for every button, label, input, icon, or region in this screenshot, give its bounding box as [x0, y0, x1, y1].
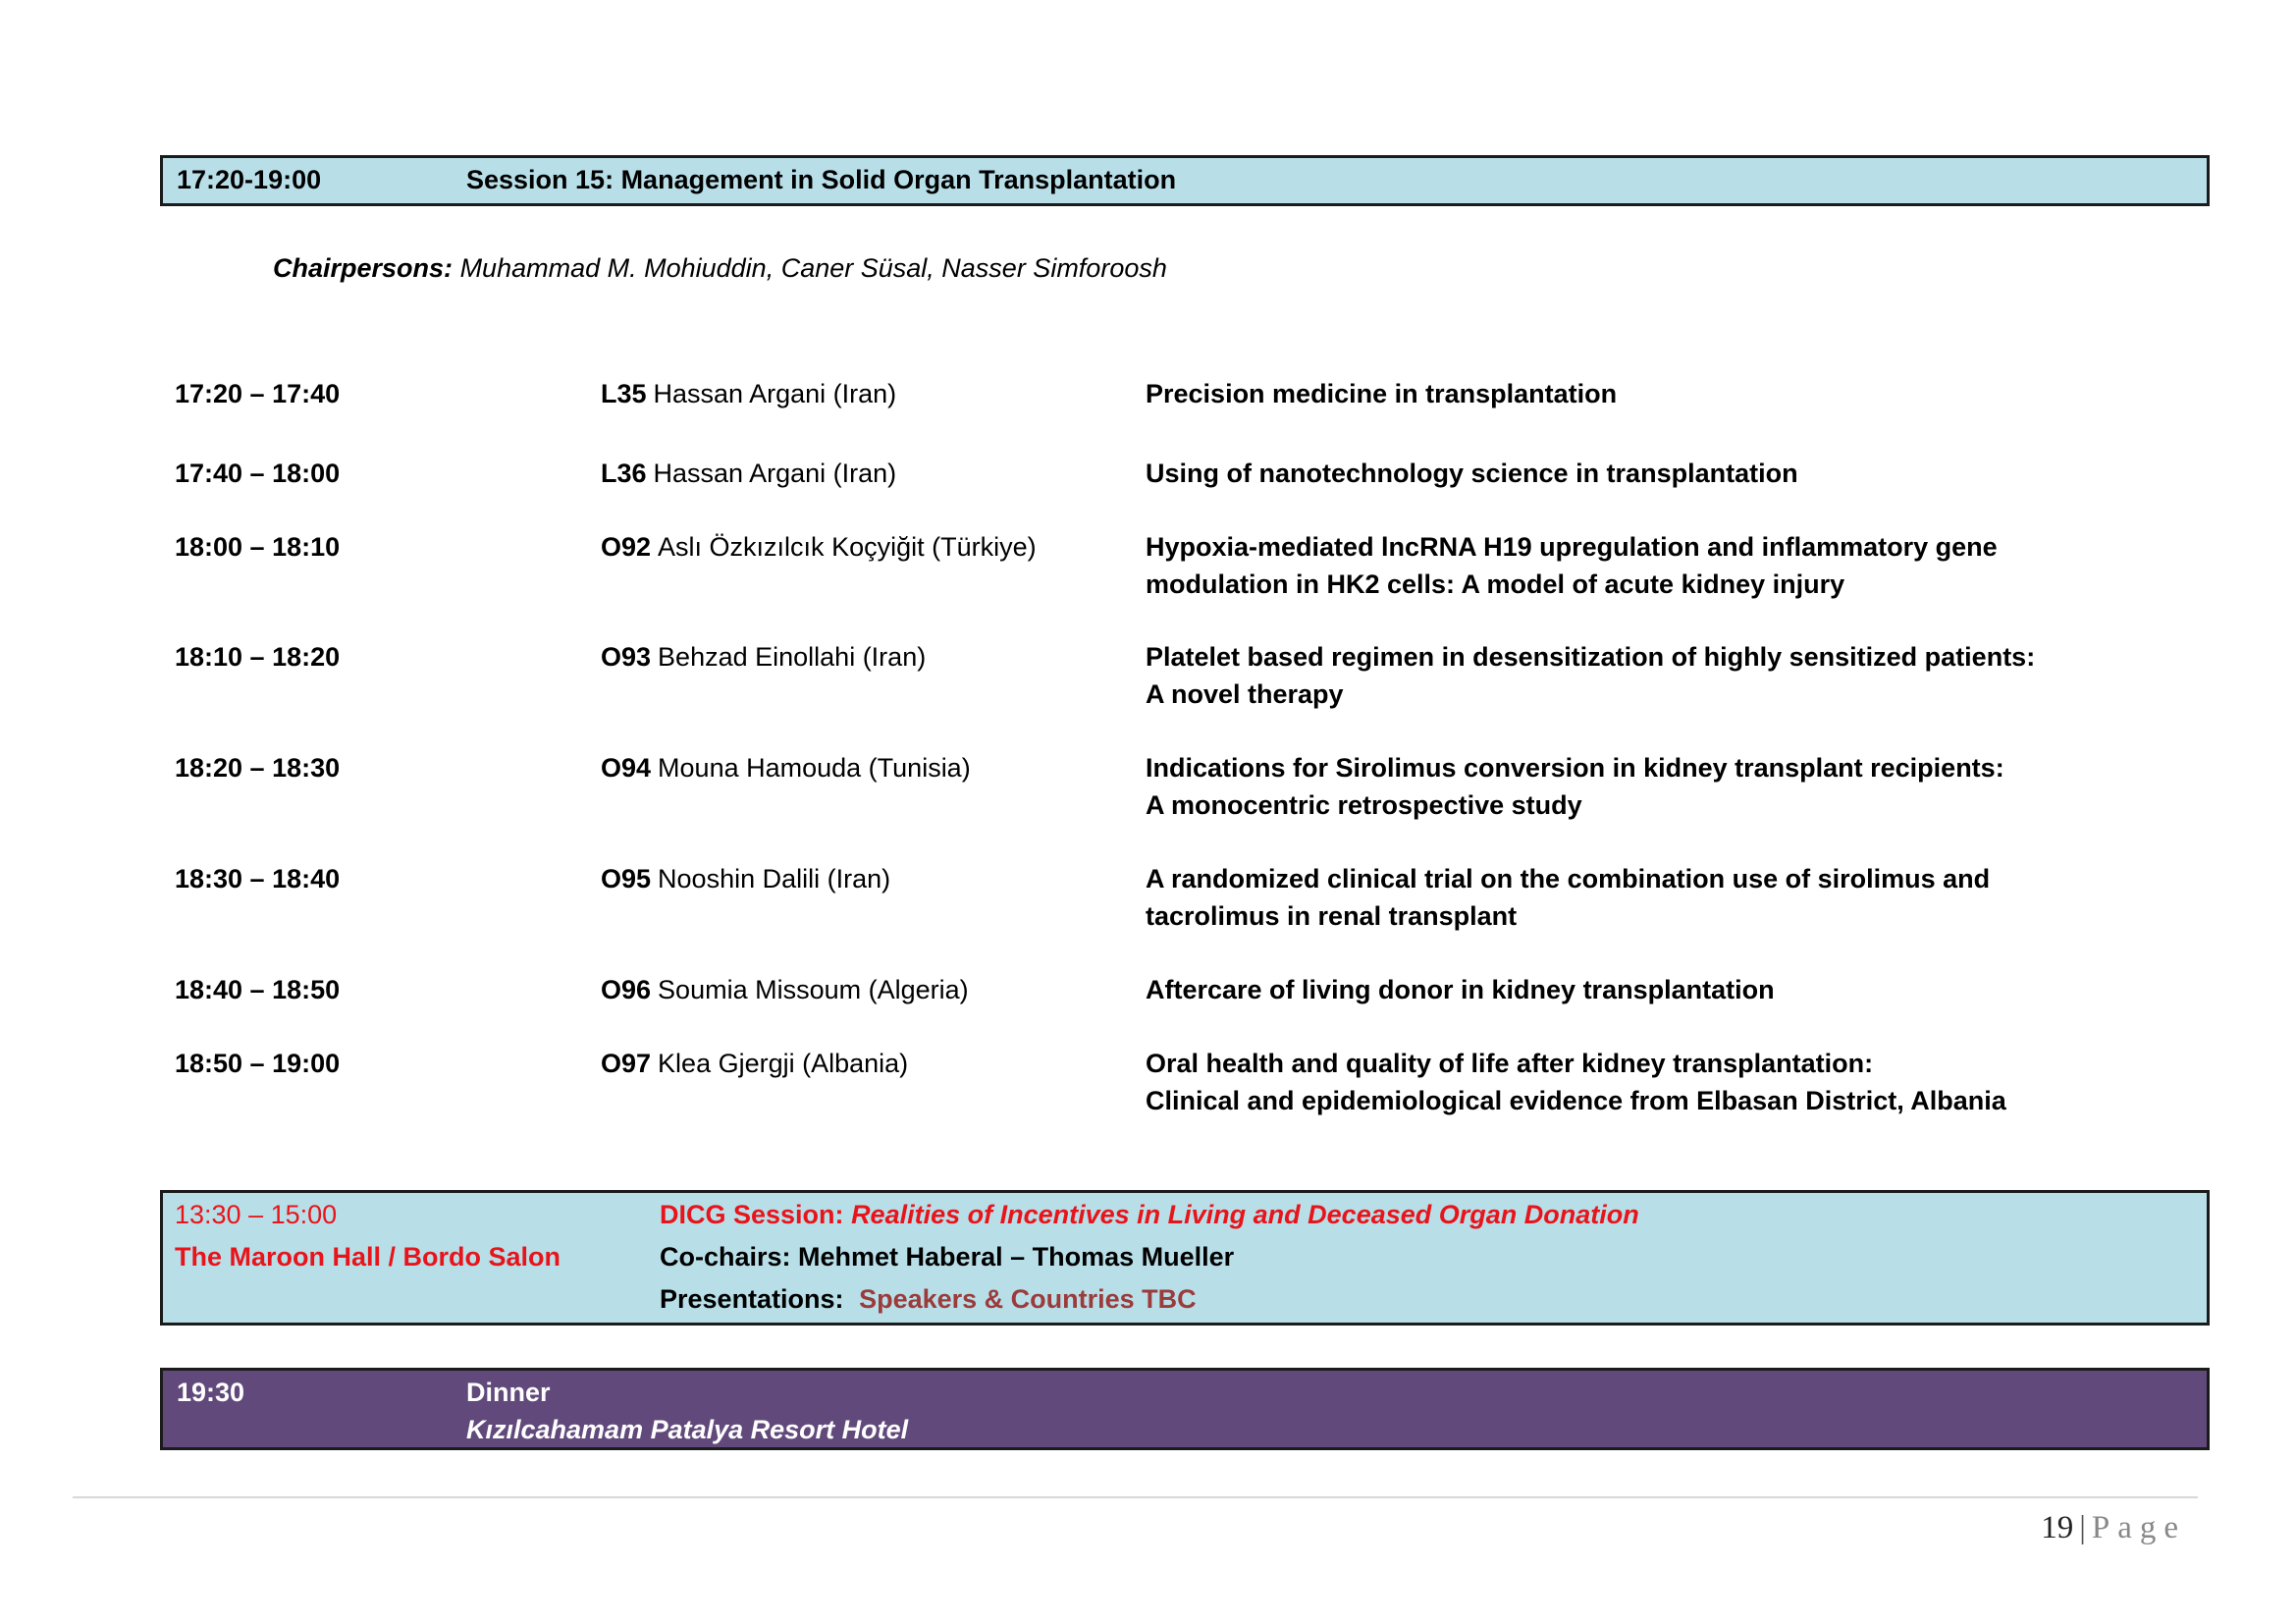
talk-speaker: [601, 528, 1037, 566]
talk-time: 18:50 – 19:00: [175, 1049, 341, 1078]
talk-title-line1: Hypoxia-mediated lncRNA H19 upregulation and inflammatory gene: [1146, 532, 1998, 562]
talk-speaker: [601, 971, 969, 1008]
dicg-presentations-line: [660, 1280, 1197, 1318]
talk-title-line2: A novel therapy: [1146, 679, 1344, 709]
talk-code: L36: [601, 459, 647, 488]
page-separator: |: [2079, 1510, 2086, 1545]
talk-speaker: [601, 638, 926, 676]
talk-speaker-name: Nooshin Dalili (Iran): [658, 864, 891, 893]
talk-time: 18:00 – 18:10: [175, 532, 341, 562]
session-title: Session 15: Management in Solid Organ Transplantation: [466, 165, 1177, 194]
dicg-hall: The Maroon Hall / Bordo Salon: [175, 1242, 561, 1272]
dicg-cochairs: Co-chairs: Mehmet Haberal – Thomas Mueller: [660, 1242, 1235, 1272]
talk-speaker-name: Soumia Missoum (Algeria): [658, 975, 969, 1004]
page-number-value: 19: [2041, 1510, 2074, 1545]
dicg-presentations-value: Speakers & Countries TBC: [859, 1284, 1197, 1314]
talk-code: O93: [601, 642, 652, 672]
dinner-venue: Kızılcahamam Patalya Resort Hotel: [466, 1415, 909, 1444]
talk-title-line1: Platelet based regimen in desensitization of highly sensitized patients:: [1146, 642, 2036, 672]
talk-code: O94: [601, 753, 652, 783]
dicg-session-line: [660, 1196, 1639, 1233]
chairpersons-names: Muhammad M. Mohiuddin, Caner Süsal, Nasser Simforoosh: [459, 253, 1167, 283]
dicg-session-label: DICG Session:: [660, 1200, 844, 1229]
talk-speaker-name: Behzad Einollahi (Iran): [658, 642, 927, 672]
dinner-title: Dinner: [466, 1378, 551, 1407]
chairpersons-label: Chairpersons:: [273, 253, 454, 283]
talk-speaker: [601, 749, 971, 786]
talk-title-line2: A monocentric retrospective study: [1146, 790, 1582, 820]
talk-code: O96: [601, 975, 652, 1004]
talk-time: 18:30 – 18:40: [175, 864, 341, 893]
page-number: [2041, 1510, 2186, 1546]
dinner-time: 19:30: [177, 1378, 245, 1407]
talk-time: 18:40 – 18:50: [175, 975, 341, 1004]
talk-code: L35: [601, 379, 647, 408]
talk-title-line1: Precision medicine in transplantation: [1146, 379, 1618, 408]
talk-title-line2: tacrolimus in renal transplant: [1146, 901, 1518, 931]
session-time: 17:20-19:00: [177, 165, 322, 194]
talk-speaker-name: Hassan Argani (Iran): [653, 459, 897, 488]
talk-speaker-name: Aslı Özkızılcık Koçyiğit (Türkiye): [658, 532, 1037, 562]
talk-code: O92: [601, 532, 652, 562]
talk-code: O97: [601, 1049, 652, 1078]
talk-speaker: [601, 1045, 908, 1082]
talk-speaker: [601, 860, 890, 897]
talk-title-line1: Using of nanotechnology science in transplantation: [1146, 459, 1798, 488]
talk-time: 18:10 – 18:20: [175, 642, 341, 672]
dicg-session-title: Realities of Incentives in Living and Deceased Organ Donation: [851, 1200, 1639, 1229]
talk-title-line1: Indications for Sirolimus conversion in kidney transplant recipients:: [1146, 753, 2004, 783]
talk-code: O95: [601, 864, 652, 893]
page-label: Page: [2091, 1510, 2186, 1545]
talk-speaker-name: Hassan Argani (Iran): [653, 379, 897, 408]
talk-speaker: [601, 455, 896, 492]
talk-speaker: [601, 375, 896, 412]
talk-title-line2: Clinical and epidemiological evidence from Elbasan District, Albania: [1146, 1086, 2006, 1115]
talk-title-line1: Aftercare of living donor in kidney transplantation: [1146, 975, 1775, 1004]
footer-divider: [73, 1496, 2198, 1498]
dicg-time: 13:30 – 15:00: [175, 1200, 338, 1229]
talk-speaker-name: Klea Gjergji (Albania): [658, 1049, 909, 1078]
chairpersons-line: [273, 249, 1167, 287]
talk-speaker-name: Mouna Hamouda (Tunisia): [658, 753, 971, 783]
talk-time: 17:20 – 17:40: [175, 379, 341, 408]
talk-time: 17:40 – 18:00: [175, 459, 341, 488]
talk-title-line1: A randomized clinical trial on the combination use of sirolimus and: [1146, 864, 1991, 893]
dicg-presentations-label: Presentations:: [660, 1284, 844, 1314]
talk-title-line2: modulation in HK2 cells: A model of acute kidney injury: [1146, 569, 1845, 599]
talk-title-line1: Oral health and quality of life after kidney transplantation:: [1146, 1049, 1874, 1078]
talk-time: 18:20 – 18:30: [175, 753, 341, 783]
